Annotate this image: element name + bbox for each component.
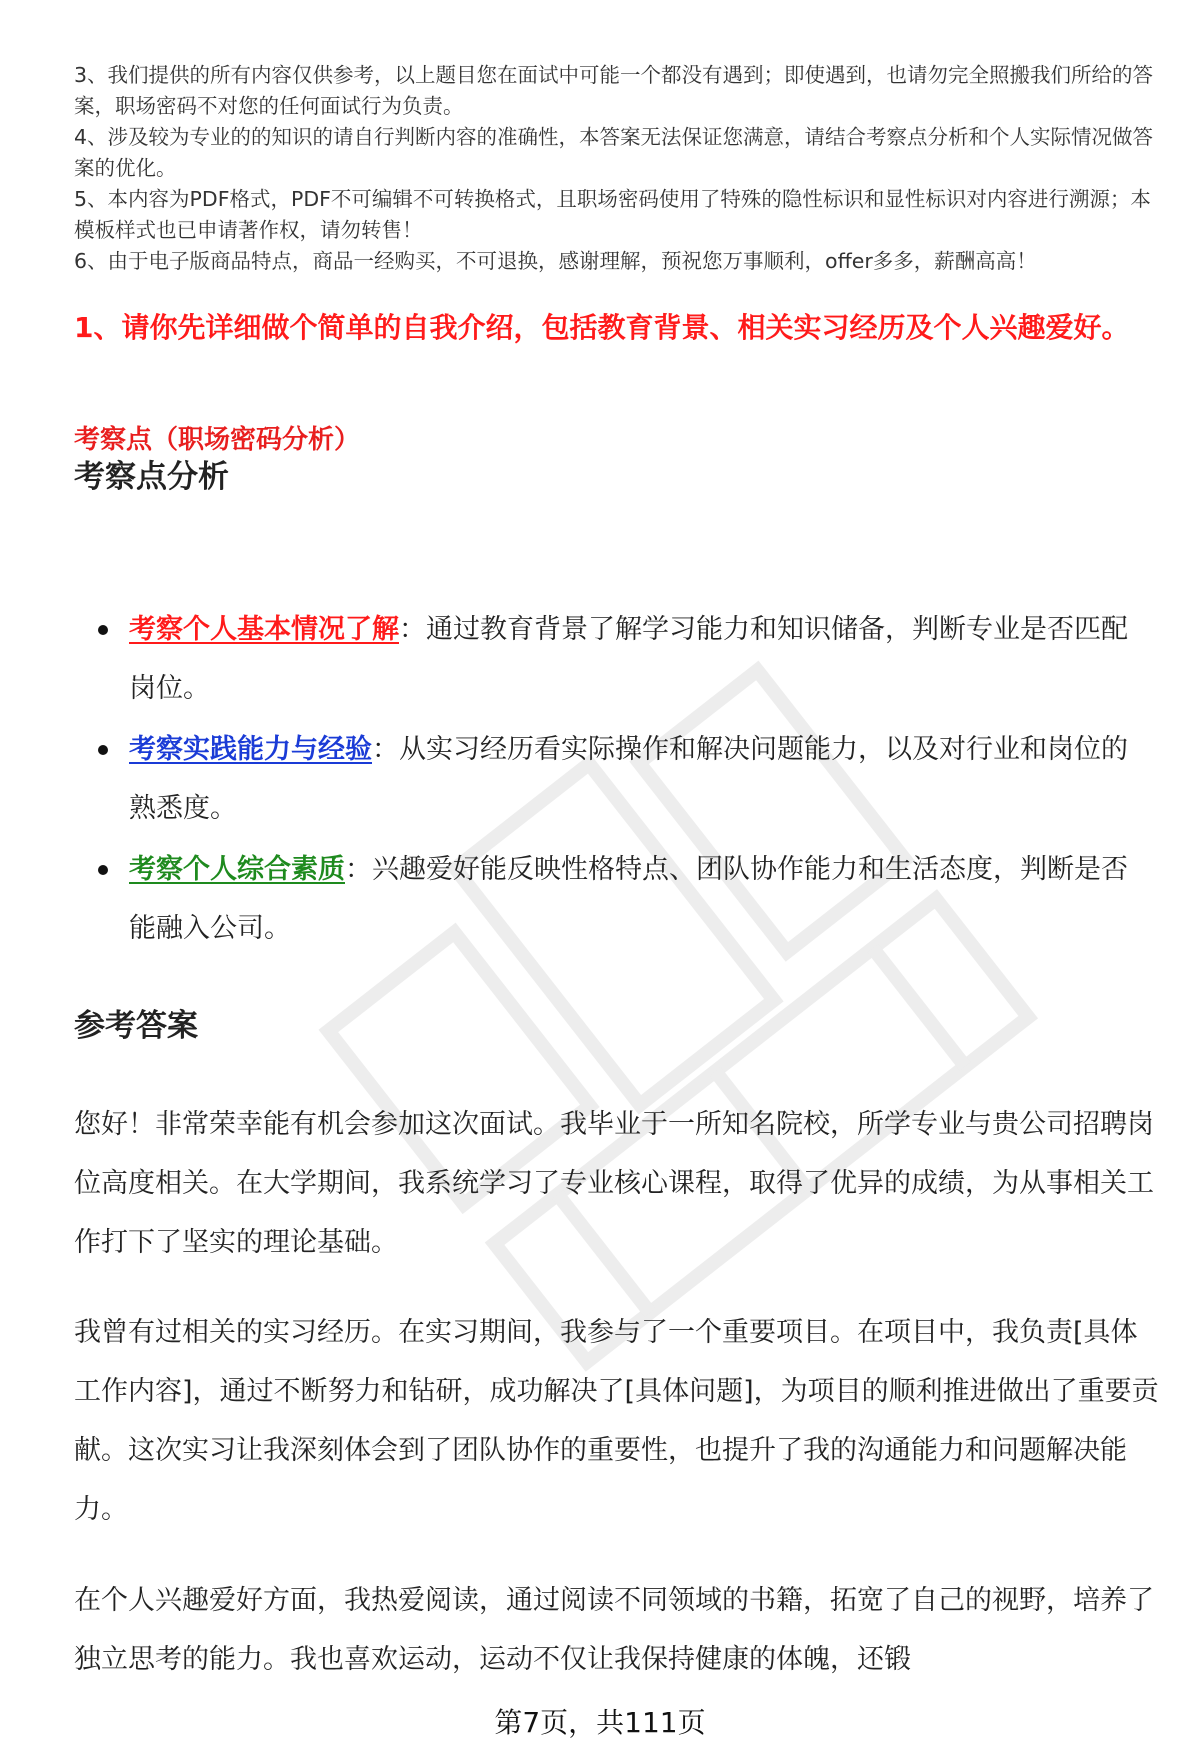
analysis-text: ：通过教育背景了解学习能力和知识储备，判断专业是否匹配岗位。	[129, 614, 1128, 704]
analysis-keyword: 考察个人基本情况了解	[129, 614, 399, 645]
answer-paragraph-2: 我曾有过相关的实习经历。在实习期间，我参与了一个重要项目。在项目中，我负责[具体工作内容]，通过不断努力和钻研，成功解决了[具体问题]，为项目的顺利推进做出了重要贡献。这次实习让我深刻体会到了团队协作的重要性，也提升了我的沟通能力和问题解决能力。	[74, 1317, 1159, 1525]
page-number-footer: 第7页，共111页	[494, 1706, 706, 1739]
list-item	[74, 840, 1154, 958]
note-4: 4、涉及较为专业的的知识的请自行判断内容的准确性，本答案无法保证您满意，请结合考察点分析和个人实际情况做答案的优化。	[74, 125, 1154, 180]
disclaimer-notes	[74, 60, 1164, 277]
list-item	[74, 600, 1154, 718]
answer-paragraph-3: 在个人兴趣爱好方面，我热爱阅读，通过阅读不同领域的书籍，拓宽了自己的视野，培养了独立思考的能力。我也喜欢运动，运动不仅让我保持健康的体魄，还锻	[74, 1585, 1154, 1675]
analysis-text: ：兴趣爱好能反映性格特点、团队协作能力和生活态度，判断是否能融入公司。	[129, 854, 1128, 944]
analysis-section-label: 考察点（职场密码分析）	[74, 425, 361, 455]
bullet-icon	[98, 745, 108, 755]
note-3: 3、我们提供的所有内容仅供参考，以上题目您在面试中可能一个都没有遇到；即使遇到，也请勿完全照搬我们所给的答案，职场密码不对您的任何面试行为负责。	[74, 63, 1154, 118]
note-5: 5、本内容为PDF格式，PDF不可编辑不可转换格式，且职场密码使用了特殊的隐性标识和显性标识对内容进行溯源；本模板样式也已申请著作权，请勿转售！	[74, 187, 1151, 242]
answer-paragraph-1: 您好！非常荣幸能有机会参加这次面试。我毕业于一所知名院校，所学专业与贵公司招聘岗位高度相关。在大学期间，我系统学习了专业核心课程，取得了优异的成绩，为从事相关工作打下了坚实的理论基础。	[74, 1109, 1154, 1258]
analysis-text: ：从实习经历看实际操作和解决问题能力，以及对行业和岗位的熟悉度。	[129, 734, 1128, 824]
list-item	[74, 720, 1154, 838]
bullet-icon	[98, 865, 108, 875]
analysis-keyword: 考察个人综合素质	[129, 854, 345, 885]
note-6: 6、由于电子版商品特点，商品一经购买，不可退换，感谢理解，预祝您万事顺利，offer多多，薪酬高高！	[74, 249, 1037, 273]
analysis-list	[74, 600, 1154, 960]
analysis-heading: 考察点分析	[74, 459, 229, 495]
bullet-icon	[98, 625, 108, 635]
answer-heading: 参考答案	[74, 1008, 198, 1044]
question-title: 1、请你先详细做个简单的自我介绍，包括教育背景、相关实习经历及个人兴趣爱好。	[74, 311, 1130, 344]
analysis-keyword: 考察实践能力与经验	[129, 734, 372, 765]
